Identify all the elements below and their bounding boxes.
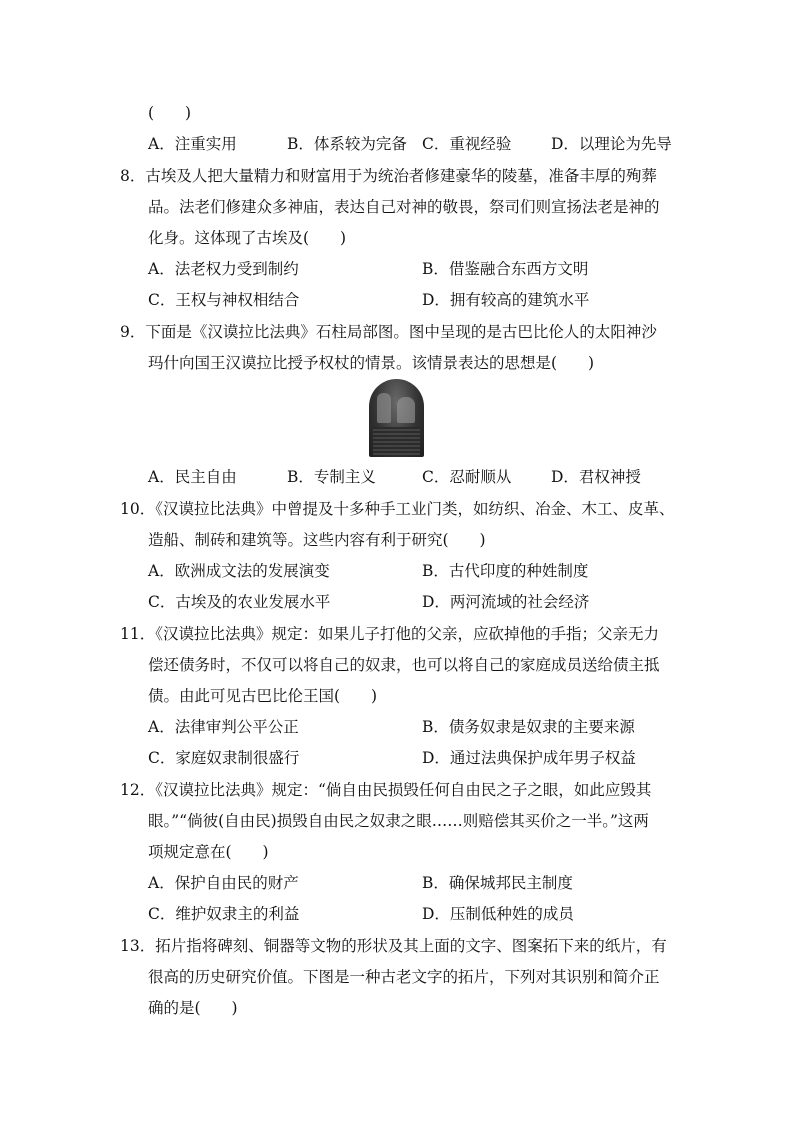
q13-line-1: 13．拓片指将碑刻、铜器等文物的形状及其上面的文字、图案拓下来的纸片，有	[120, 937, 667, 955]
q8-option-b: B．借鉴融合东西方文明	[422, 260, 589, 278]
q11-option-d: D．通过法典保护成年男子权益	[422, 749, 636, 767]
q12-line-1: 12．《汉谟拉比法典》规定：“倘自由民损毁任何自由民之子之眼，如此应毁其	[120, 781, 652, 799]
q9-option-c: C．忍耐顺从	[422, 468, 512, 486]
q7-option-c: C．重视经验	[422, 135, 512, 153]
q8-option-d: D．拥有较高的建筑水平	[422, 291, 590, 309]
q8-line-2: 品。法老们修建众多神庙，表达自己对神的敬畏，祭司们则宣扬法老是神的	[148, 198, 660, 216]
stele-figure-hammurabi	[397, 397, 415, 423]
q13-line-2: 很高的历史研究价值。下图是一种古老文字的拓片，下列对其识别和简介正	[148, 968, 660, 986]
q12-option-d: D．压制低种姓的成员	[422, 905, 574, 923]
q10-option-a: A．欧洲成文法的发展演变	[148, 562, 330, 580]
hammurabi-stele-image	[369, 379, 424, 457]
q8-line-3: 化身。这体现了古埃及( )	[148, 229, 347, 247]
q11-option-b: B．债务奴隶是奴隶的主要来源	[422, 718, 635, 736]
q12-line-3: 项规定意在( )	[148, 843, 269, 861]
q12-option-c: C．维护奴隶主的利益	[148, 905, 300, 923]
q8-option-a: A．法老权力受到制约	[148, 260, 299, 278]
q9-option-d: D．君权神授	[551, 468, 641, 486]
q11-option-a: A．法律审判公平公正	[148, 718, 299, 736]
q10-line-2: 造船、制砖和建筑等。这些内容有利于研究( )	[148, 531, 486, 549]
q11-line-1: 11．《汉谟拉比法典》规定：如果儿子打他的父亲，应砍掉他的手指；父亲无力	[120, 625, 659, 643]
stele-figure-shamash	[377, 393, 391, 423]
q11-line-3: 债。由此可见古巴比伦王国( )	[148, 687, 378, 705]
q10-option-c: C．古埃及的农业发展水平	[148, 593, 331, 611]
stele-inscription	[373, 427, 420, 455]
q12-line-2: 眼。”“倘彼(自由民)损毁自由民之奴隶之眼……则赔偿其买价之一半。”这两	[148, 812, 649, 830]
q10-option-d: D．两河流域的社会经济	[422, 593, 590, 611]
q8-line-1: 8．古埃及人把大量精力和财富用于为统治者修建豪华的陵墓，准备丰厚的殉葬	[120, 167, 657, 185]
q9-line-1: 9．下面是《汉谟拉比法典》石柱局部图。图中呈现的是古巴比伦人的太阳神沙	[120, 323, 657, 341]
q9-line-2: 玛什向国王汉谟拉比授予权杖的情景。该情景表达的思想是( )	[148, 354, 595, 372]
q8-option-c: C．王权与神权相结合	[148, 291, 300, 309]
q7-paren: ( )	[148, 104, 192, 122]
q12-option-b: B．确保城邦民主制度	[422, 874, 573, 892]
q10-option-b: B．古代印度的种姓制度	[422, 562, 589, 580]
q11-option-c: C．家庭奴隶制很盛行	[148, 749, 300, 767]
q7-option-d: D．以理论为先导	[551, 135, 672, 153]
q11-line-2: 偿还债务时，不仅可以将自己的奴隶，也可以将自己的家庭成员送给债主抵	[148, 656, 660, 674]
q9-option-b: B．专制主义	[287, 468, 376, 486]
q7-option-b: B．体系较为完备	[287, 135, 407, 153]
q13-line-3: 确的是( )	[148, 999, 238, 1017]
q12-option-a: A．保护自由民的财产	[148, 874, 299, 892]
q9-option-a: A．民主自由	[148, 468, 237, 486]
q10-line-1: 10．《汉谟拉比法典》中曾提及十多种手工业门类，如纺织、冶金、木工、皮革、	[120, 500, 675, 518]
q7-option-a: A．注重实用	[148, 135, 237, 153]
